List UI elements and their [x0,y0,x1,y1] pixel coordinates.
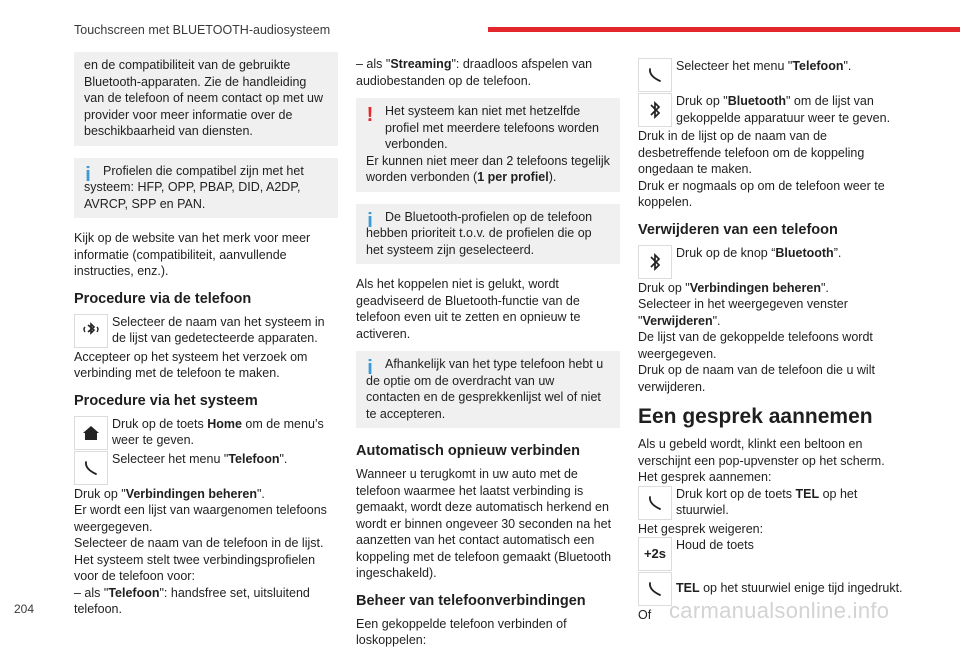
bluetooth-icon [638,93,672,127]
info-icon: i [367,209,373,232]
paragraph: Druk op de naam van de telefoon die u wilt verwijderen. [638,363,875,394]
heading-delete-phone: Verwijderen van een telefoon [638,221,838,238]
step-hold-tel: TEL op het stuurwiel enige tijd ingedrukt. [638,572,904,606]
warning-note: ! Het systeem kan niet met hetzelfde profiel met meerdere telefoons worden verbonden. Er kunnen niet meer dan 2 telefoons tegelijk worden verbonden (1 per profiel). [356,98,620,192]
column-1 [74,52,338,618]
paragraph: Selecteer in het weergegeven venster "Verwijderen". [638,297,848,328]
step-phone: Selecteer de naam van het systeem in de lijst van gedetecteerde apparaten. [74,314,338,348]
paragraph: Druk op "Verbindingen beheren". [74,486,265,501]
page-number: 204 [14,602,35,616]
phone-icon [638,572,672,606]
step-bluetooth-button: Druk op de knop “Bluetooth”. [638,245,904,279]
bluetooth-icon [638,245,672,279]
paragraph: Het gesprek aannemen: [638,470,772,484]
phone-icon [74,451,108,485]
paragraph: Druk in de lijst op de naam van de desbetreffende telefoon om de koppeling ongedaan te maken. [638,129,865,176]
running-header: Touchscreen met BLUETOOTH-audiosysteem [74,23,331,37]
heading-answer-call: Een gesprek aannemen [638,405,873,428]
home-icon [74,416,108,450]
heading-auto-reconnect: Automatisch opnieuw verbinden [356,443,580,459]
paragraph: Een gekoppelde telefoon verbinden of loskoppelen: [356,616,567,647]
info-box-continued: en de compatibiliteit van de gebruikte Bluetooth-apparaten. Zie de handleiding van de telefoon of neem contact op met uw provider voor meer informatie over de beschikbaarheid van diensten. [74,52,338,146]
info-note-priority: i De Bluetooth-profielen op de telefoon hebben prioriteit t.o.v. de profielen die op het systeem zijn geselecteerd. [356,204,620,265]
heading-system-procedure: Procedure via het systeem [74,392,258,409]
paragraph: Kijk op de website van het merk voor meer informatie (compatibiliteit, aanvullende instructies, enz.). [74,231,311,278]
step-hold: +2s Houd de toets [638,537,904,571]
hold-2s-icon: +2s [638,537,672,571]
paragraph: Er wordt een lijst van waargenomen telefoons weergegeven. [74,503,327,534]
phone-icon [638,486,672,520]
paragraph: Wanneer u terugkomt in uw auto met de telefoon waarmee het laatst verbinding is gemaakt, wordt deze automatisch herkend en wordt er binnen ongeveer 30 seconden na het aanzetten van het contact automatisch een koppeling met de telefoon gemaakt (Bluetooth ingeschakeld). [356,467,612,580]
paragraph: De lijst van de gekoppelde telefoons wordt weergegeven. [638,330,873,361]
heading-manage-connections: Beheer van telefoonverbindingen [356,592,586,609]
info-icon: i [85,163,91,186]
bluetooth-search-icon [74,314,108,348]
step-telefoon-menu: Selecteer het menu "Telefoon". [638,58,904,92]
step-telefoon: Selecteer het menu "Telefoon". [74,451,338,485]
step-accept: Druk kort op de toets TEL op het stuurwiel. [638,486,904,520]
paragraph: Accepteer op het systeem het verzoek om verbinding met de telefoon te maken. [74,349,308,380]
paragraph: Selecteer de naam van de telefoon in de lijst. [74,536,324,550]
paragraph: Het systeem stelt twee verbindingsprofielen voor de telefoon voor: [74,552,316,583]
header-accent-bar [488,27,960,32]
info-note-contacts: i Afhankelijk van het type telefoon hebt u de optie om de overdracht van uw contacten en de gesprekkenlijst wel of niet te accepteren. [356,351,620,428]
paragraph: – als "Telefoon": handsfree set, uitsluitend telefoon. [74,585,310,616]
phone-icon [638,58,672,92]
step-bluetooth: Druk op "Bluetooth" om de lijst van gekoppelde apparatuur weer te geven. [638,93,904,127]
paragraph: Het gesprek weigeren: [638,521,764,536]
warning-icon: ! [366,104,374,126]
column-3 [638,52,904,624]
paragraph: Of [638,608,652,622]
column-2 [356,52,620,658]
info-note-profiles: i Profielen die compatibel zijn met het systeem: HFP, OPP, PBAP, DID, A2DP, AVRCP, SPP en PAN. [74,158,338,219]
paragraph: Als u gebeld wordt, klinkt een beltoon en verschijnt een pop-upvenster op het scherm. [638,437,885,468]
watermark: carmanualsonline.info [669,598,890,623]
paragraph: Druk er nogmaals op om de telefoon weer te koppelen. [638,178,885,209]
info-icon: i [367,357,373,379]
step-home: Druk op de toets Home om de menu’s weer te geven. [74,416,338,450]
paragraph: Druk op "Verbindingen beheren". [638,280,829,295]
heading-phone-procedure: Procedure via de telefoon [74,290,252,307]
paragraph: – als "Streaming": draadloos afspelen van audiobestanden op de telefoon. [356,57,593,88]
paragraph: Als het koppelen niet is gelukt, wordt geadviseerd de Bluetooth-functie van de telefoon even uit te zetten en opnieuw te activeren. [356,277,581,341]
